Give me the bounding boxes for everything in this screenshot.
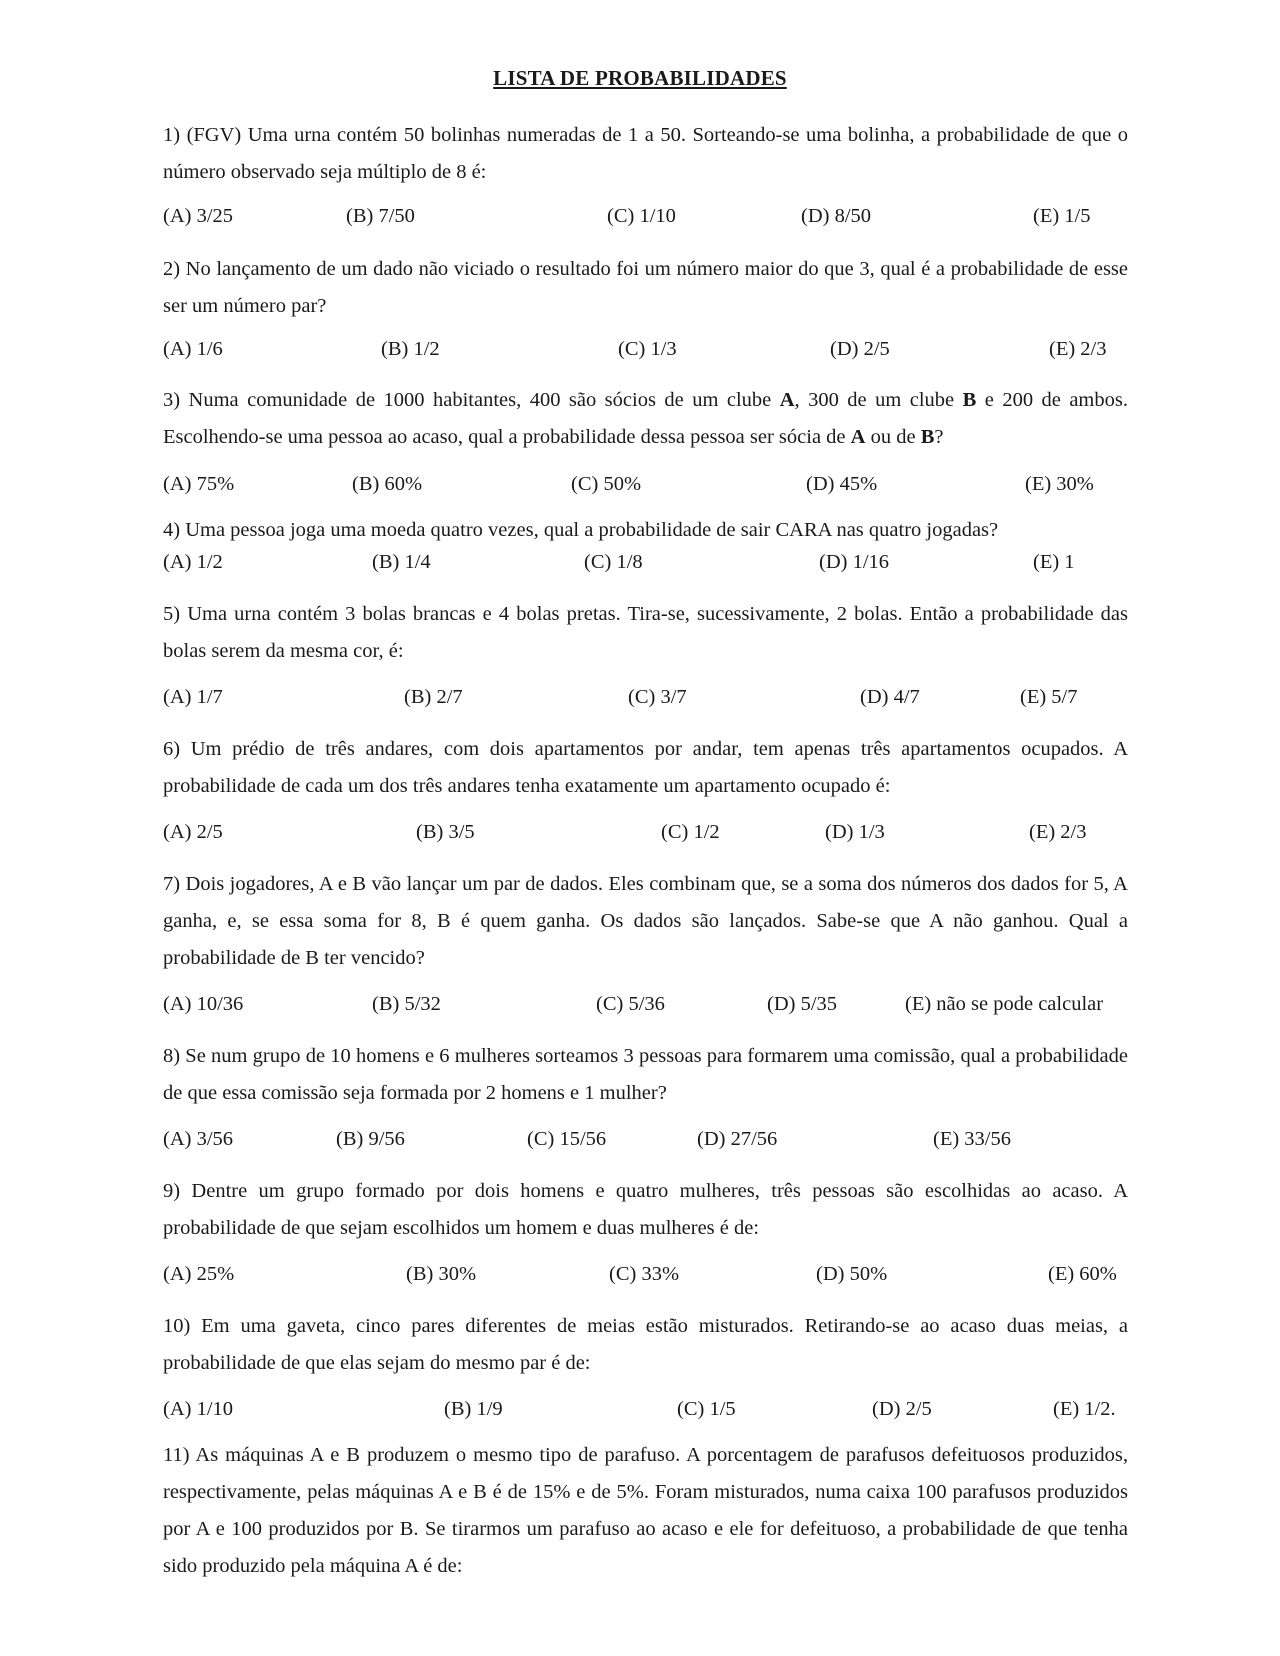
option-e: (E) 60% (1048, 1263, 1117, 1285)
option-a: (A) 1/6 (163, 338, 223, 360)
option-c: (C) 5/36 (596, 993, 665, 1015)
option-c: (C) 15/56 (527, 1128, 607, 1150)
option-b: (B) 5/32 (372, 993, 441, 1015)
option-d: (D) 1/16 (819, 551, 890, 573)
page-title: LISTA DE PROBABILIDADES (493, 66, 787, 90)
bold-club-b: B (920, 426, 935, 448)
question-5-options (163, 682, 1163, 712)
text-segment: e 200 de ambos. Escolhendo-se uma pessoa ao acaso, qual a probabilidade dessa pessoa ser sócia de (163, 389, 1128, 448)
option-d: (D) 1/3 (825, 821, 885, 843)
question-7-text: 7) Dois jogadores, A e B vão lançar um par de dados. Eles combinam que, se a soma dos números dos dados for 5, A ganha, e, se essa soma for 8, B é quem ganha. Os dados são lançados. Sabe-se que A não ganhou. Qual a probabilidade de B ter vencido? (163, 873, 1128, 969)
option-a: (A) 25% (163, 1263, 235, 1285)
question-7-options (163, 989, 1163, 1019)
question-2-options (163, 334, 1163, 364)
text-segment: ? (934, 426, 944, 448)
option-e: (E) não se pode calcular (905, 993, 1104, 1015)
option-c: (C) 50% (571, 473, 642, 495)
option-a: (A) 3/25 (163, 205, 234, 227)
option-c: (C) 33% (609, 1263, 680, 1285)
option-c: (C) 1/8 (584, 551, 643, 573)
option-d: (D) 2/5 (872, 1398, 932, 1420)
option-b: (B) 60% (352, 473, 423, 495)
option-e: (E) 33/56 (933, 1128, 1011, 1150)
option-c: (C) 1/2 (661, 821, 720, 843)
option-c: (C) 1/10 (607, 205, 676, 227)
question-4-options (163, 547, 1163, 577)
option-b: (B) 3/5 (416, 821, 475, 843)
question-8-text: 8) Se num grupo de 10 homens e 6 mulheres sorteamos 3 pessoas para formarem uma comissão, qual a probabilidade de que essa comissão seja formada por 2 homens e 1 mulher? (163, 1045, 1128, 1104)
question-10-text: 10) Em uma gaveta, cinco pares diferentes de meias estão misturados. Retirando-se ao acaso duas meias, a probabilidade de que elas sejam do mesmo par é de: (163, 1315, 1128, 1374)
option-d: (D) 50% (816, 1263, 888, 1285)
question-9-text: 9) Dentre um grupo formado por dois homens e quatro mulheres, três pessoas são escolhidas ao acaso. A probabilidade de que sejam escolhidos um homem e duas mulheres é de: (163, 1180, 1128, 1239)
question-9-options (163, 1259, 1163, 1289)
option-b: (B) 1/2 (381, 338, 440, 360)
question-10-options (163, 1394, 1163, 1424)
option-b: (B) 7/50 (346, 205, 415, 227)
option-d: (D) 4/7 (860, 686, 920, 708)
option-d: (D) 2/5 (830, 338, 890, 360)
option-e: (E) 1/2. (1053, 1398, 1116, 1420)
option-e: (E) 2/3 (1029, 821, 1087, 843)
question-3-text (163, 382, 1128, 456)
option-b: (B) 30% (406, 1263, 477, 1285)
option-e: (E) 1 (1033, 551, 1075, 573)
option-a: (A) 75% (163, 473, 235, 495)
option-c: (C) 1/5 (677, 1398, 736, 1420)
question-3-options (163, 469, 1163, 499)
option-d: (D) 8/50 (801, 205, 872, 227)
question-2-text: 2) No lançamento de um dado não viciado o resultado foi um número maior do que 3, qual é a probabilidade de esse ser um número par? (163, 258, 1128, 317)
option-b: (B) 9/56 (336, 1128, 405, 1150)
question-1-options (163, 201, 1163, 231)
option-a: (A) 1/2 (163, 551, 223, 573)
option-a: (A) 10/36 (163, 993, 244, 1015)
option-b: (B) 1/4 (372, 551, 431, 573)
option-c: (C) 1/3 (618, 338, 677, 360)
text-segment: ou de (865, 426, 921, 448)
option-b: (B) 2/7 (404, 686, 463, 708)
question-8-options (163, 1124, 1163, 1154)
option-e: (E) 1/5 (1033, 205, 1091, 227)
option-a: (A) 1/7 (163, 686, 223, 708)
question-6-options (163, 817, 1163, 847)
question-11-text: 11) As máquinas A e B produzem o mesmo tipo de parafuso. A porcentagem de parafusos defeituosos produzidos, respectivamente, pelas máquinas A e B é de 15% e de 5%. Foram misturados, numa caixa 100 parafusos produzidos por A e 100 produzidos por B. Se tirarmos um parafuso ao acaso e ele for defeituoso, a probabilidade de que tenha sido produzido pela máquina A é de: (163, 1444, 1128, 1577)
option-e: (E) 30% (1025, 473, 1094, 495)
text-segment: 3) Numa comunidade de 1000 habitantes, 400 são sócios de um clube (163, 389, 780, 411)
option-c: (C) 3/7 (628, 686, 687, 708)
option-d: (D) 5/35 (767, 993, 838, 1015)
option-d: (D) 45% (806, 473, 878, 495)
option-a: (A) 1/10 (163, 1398, 234, 1420)
option-a: (A) 3/56 (163, 1128, 234, 1150)
option-a: (A) 2/5 (163, 821, 223, 843)
option-d: (D) 27/56 (697, 1128, 778, 1150)
question-6-text: 6) Um prédio de três andares, com dois apartamentos por andar, tem apenas três apartamentos ocupados. A probabilidade de cada um dos três andares tenha exatamente um apartamento ocupado é: (163, 738, 1128, 797)
question-5-text: 5) Uma urna contém 3 bolas brancas e 4 bolas pretas. Tira-se, sucessivamente, 2 bolas. Então a probabilidade das bolas serem da mesma cor, é: (163, 603, 1128, 662)
option-b: (B) 1/9 (444, 1398, 503, 1420)
text-segment: , 300 de um clube (794, 389, 963, 411)
option-e: (E) 2/3 (1049, 338, 1107, 360)
bold-club-b: B (962, 389, 977, 411)
question-1-text: 1) (FGV) Uma urna contém 50 bolinhas numeradas de 1 a 50. Sorteando-se uma bolinha, a probabilidade de que o número observado seja múltiplo de 8 é: (163, 124, 1128, 183)
bold-club-a: A (850, 426, 866, 448)
option-e: (E) 5/7 (1020, 686, 1078, 708)
question-4-text: 4) Uma pessoa joga uma moeda quatro vezes, qual a probabilidade de sair CARA nas quatro jogadas? (163, 519, 999, 541)
bold-club-a: A (779, 389, 795, 411)
